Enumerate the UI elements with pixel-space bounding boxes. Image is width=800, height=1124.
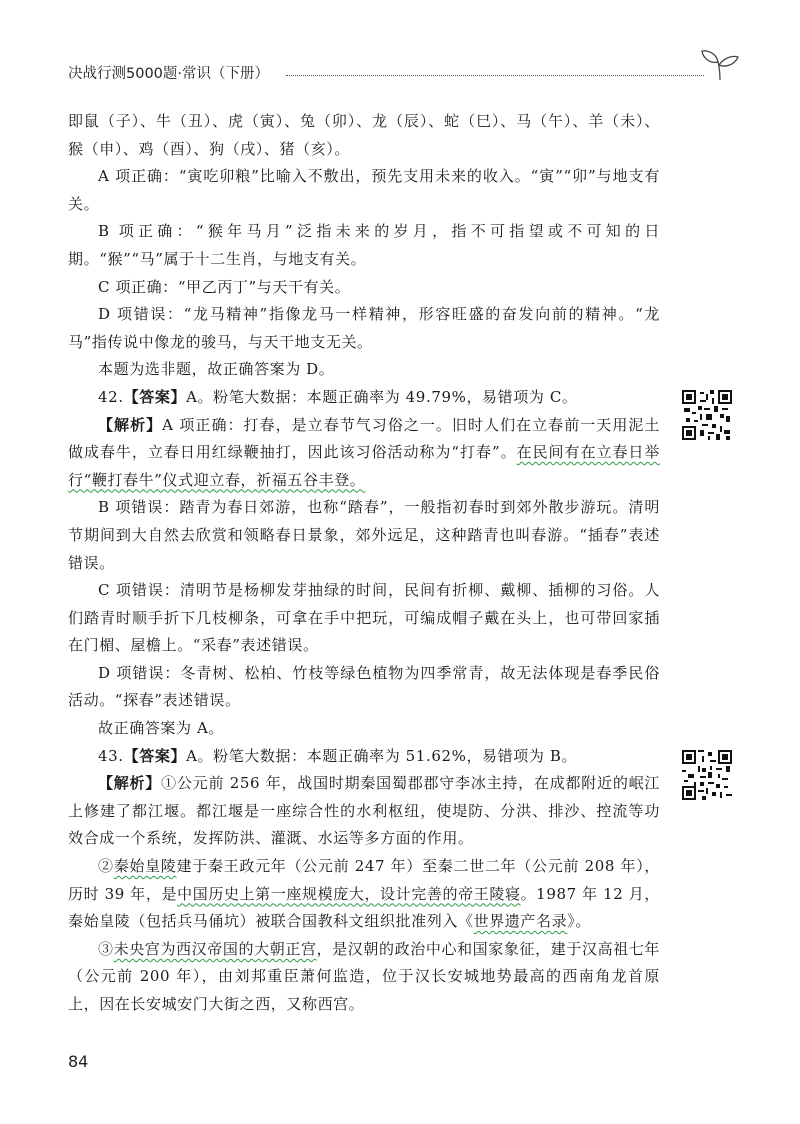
paragraph: B 项错误：踏青为春日郊游，也称“踏春”，一般指初春时到郊外散步游玩。清明节期间到大自然去欣赏和领略春日景象，郊外远足，这种踏青也叫春游。“插春”表述错误。: [68, 498, 660, 572]
qr-code-graphic: [682, 390, 732, 440]
text: 建于秦王政元年（公元前 247 年）至秦二世二年（公元前 208 年），历时 39 年，是: [68, 857, 661, 903]
qr-code-icon[interactable]: [682, 390, 732, 440]
circled-number: ②: [98, 857, 114, 876]
paragraph: B 项正确：“猴年马月”泛指未来的岁月，指不可指望或不可知的日期。“猴”“马”属于十二生肖，与地支有关。: [68, 222, 660, 268]
analysis-text: A 项正确：打春，是立春节气习俗之一。旧时人们在立春前一天用泥土做成春牛，立春日用红绿鞭抽打，因此该习俗活动称为“打春”。: [68, 415, 660, 462]
paragraph-43-3: [68, 936, 660, 1019]
page-header: [68, 62, 740, 86]
text: ，是汉朝的政治中心和国家象征，建于汉高祖七年（公元前 200 年），由刘邦重臣萧何监造，位于汉长安城地势最高的西南角龙首原上，因在长安城安门大街之西，又称西宫。: [68, 939, 661, 1013]
question-number: 42.: [98, 387, 124, 406]
analysis-43: [68, 770, 660, 853]
analysis-tag: 【解析】: [98, 415, 163, 434]
answer-line-42: [68, 384, 660, 412]
paragraph: 即鼠（子）、牛（丑）、虎（寅）、兔（卯）、龙（辰）、蛇（巳）、马（午）、羊（未）、猴（申）、鸡（酉）、狗（戌）、猪（亥）。: [68, 112, 660, 158]
circled-number: ③: [98, 939, 114, 958]
header-divider: [286, 75, 704, 76]
paragraph: A 项正确：“寅吃卯粮”比喻入不敷出，预先支用未来的收入。“寅”“卯”与地支有关。: [68, 167, 660, 213]
text: 。1987 年 12 月，秦始皇陵（包括兵马俑坑）被联合国教科文组织批准列入《: [68, 884, 660, 931]
paragraph: 故正确答案为 A。: [98, 719, 225, 738]
underlined-text: 秦始皇陵: [113, 857, 177, 876]
text: 》。: [567, 912, 591, 931]
page-number: 84: [68, 1052, 89, 1071]
paragraph: C 项错误：清明节是杨柳发芽抽绿的时间，民间有折柳、戴柳、插柳的习俗。人们踏青时顺手折下几枝柳条，可拿在手中把玩，可编成帽子戴在头上，也可带回家插在门楣、屋檐上。“采春”表述错误。: [68, 581, 660, 655]
question-number: 43.: [98, 746, 124, 765]
analysis-text: ①公元前 256 年，战国时期秦国蜀郡郡守李冰主持，在成都附近的岷江上修建了都江堰。都江堰是一座综合性的水利枢纽，使堤防、分洪、排沙、控流等功效合成一个系统，发挥防洪、灌溉、水运等多方面的作用。: [68, 774, 660, 848]
underlined-text: 世界遗产名录: [473, 912, 568, 931]
paragraph: 本题为选非题，故正确答案为 D。: [98, 360, 335, 379]
answer-text: A。粉笔大数据：本题正确率为 51.62%，易错项为 B。: [186, 746, 578, 765]
paragraph-43-2: [68, 853, 660, 936]
answer-tag: 【答案】: [123, 387, 187, 406]
paragraph: C 项正确：“甲乙丙丁”与天干有关。: [98, 277, 351, 296]
qr-code-icon[interactable]: [682, 750, 732, 800]
answer-tag: 【答案】: [123, 746, 187, 765]
page-content: [68, 108, 660, 1019]
underlined-text: 中国历史上第一座规模庞大，设计完善的帝王陵寝: [177, 884, 521, 903]
analysis-tag: 【解析】: [98, 774, 162, 793]
sprout-icon: [700, 48, 740, 82]
underlined-text: 在民间有在立春日举行“鞭打春牛”仪式迎立春，祈福五谷丰登。: [68, 443, 660, 489]
book-title: 决战行测5000题·常识（下册）: [68, 66, 270, 82]
analysis-42: [68, 412, 660, 495]
qr-code-graphic: [682, 750, 732, 800]
underlined-text: 未央宫为西汉帝国的大朝正宫: [113, 939, 317, 958]
paragraph: D 项错误：“龙马精神”指像龙马一样精神，形容旺盛的奋发向前的精神。“龙马”指传说中像龙的骏马，与天干地支无关。: [68, 305, 660, 351]
answer-line-43: [68, 743, 660, 771]
paragraph: D 项错误：冬青树、松柏、竹枝等绿色植物为四季常青，故无法体现是春季民俗活动。“探春”表述错误。: [68, 663, 660, 710]
answer-text: A。粉笔大数据：本题正确率为 49.79%，易错项为 C。: [186, 387, 578, 406]
